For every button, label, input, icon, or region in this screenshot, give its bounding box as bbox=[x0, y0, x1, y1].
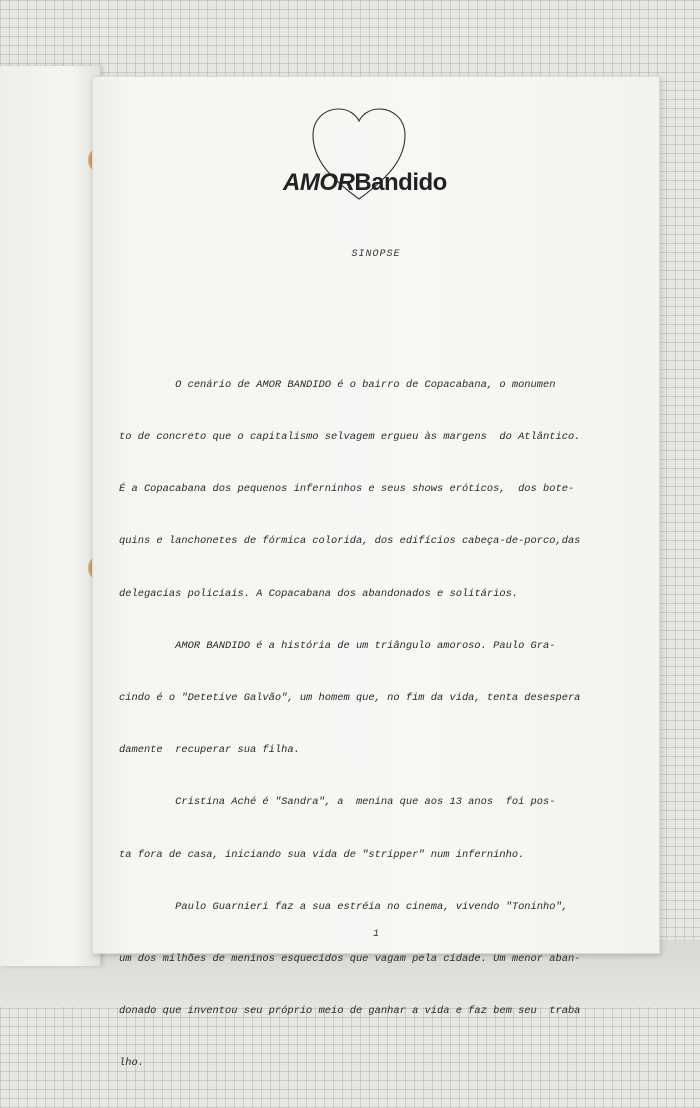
document-title: SINOPSE bbox=[351, 249, 401, 260]
logo-amor: AMOR bbox=[283, 169, 355, 196]
left-page bbox=[0, 66, 101, 966]
text-line: É a Copacabana dos pequenos inferninhos e seus shows eróticos, dos bote- bbox=[119, 483, 575, 496]
document-page bbox=[92, 76, 660, 1070]
text-line: ta fora de casa, iniciando sua vida de "stripper" num inferninho. bbox=[119, 848, 525, 861]
text-line: Paulo Guarnieri faz a sua estréia no cinema, vivendo "Toninho", bbox=[119, 900, 568, 913]
text-line: to de concreto que o capitalismo selvagem ergueu às margens do Atlântico. bbox=[119, 431, 581, 444]
text-line: quins e lanchonetes de fórmica colorida, dos edifícios cabeça-de-porco,das bbox=[119, 535, 581, 548]
logo-wordmark bbox=[283, 169, 447, 197]
text-line: Cristina Aché é "Sandra", a menina que aos 13 anos foi pos- bbox=[119, 796, 556, 809]
synopsis-text bbox=[119, 342, 619, 1108]
text-line: donado que inventou seu próprio meio de ganhar a vida e faz bem seu traba bbox=[119, 1005, 581, 1018]
logo-bandido: Bandido bbox=[354, 169, 447, 196]
text-line: delegacias policiais. A Copacabana dos abandonados e solitários. bbox=[119, 587, 519, 600]
page-number: 1 bbox=[372, 929, 379, 940]
text-line: cindo é o "Detetive Galvão", um homem que, no fim da vida, tenta desespera bbox=[119, 692, 581, 705]
text-line: um dos milhões de meninos esquecidos que vagam pela cidade. Um menor aban- bbox=[119, 953, 581, 966]
text-line: lho. bbox=[119, 1057, 144, 1070]
text-line: O cenário de AMOR BANDIDO é o bairro de Copacabana, o monumen bbox=[119, 378, 556, 391]
amor-bandido-logo bbox=[283, 105, 473, 205]
text-line: damente recuperar sua filha. bbox=[119, 744, 300, 757]
text-line: AMOR BANDIDO é a história de um triângulo amoroso. Paulo Gra- bbox=[119, 639, 556, 652]
